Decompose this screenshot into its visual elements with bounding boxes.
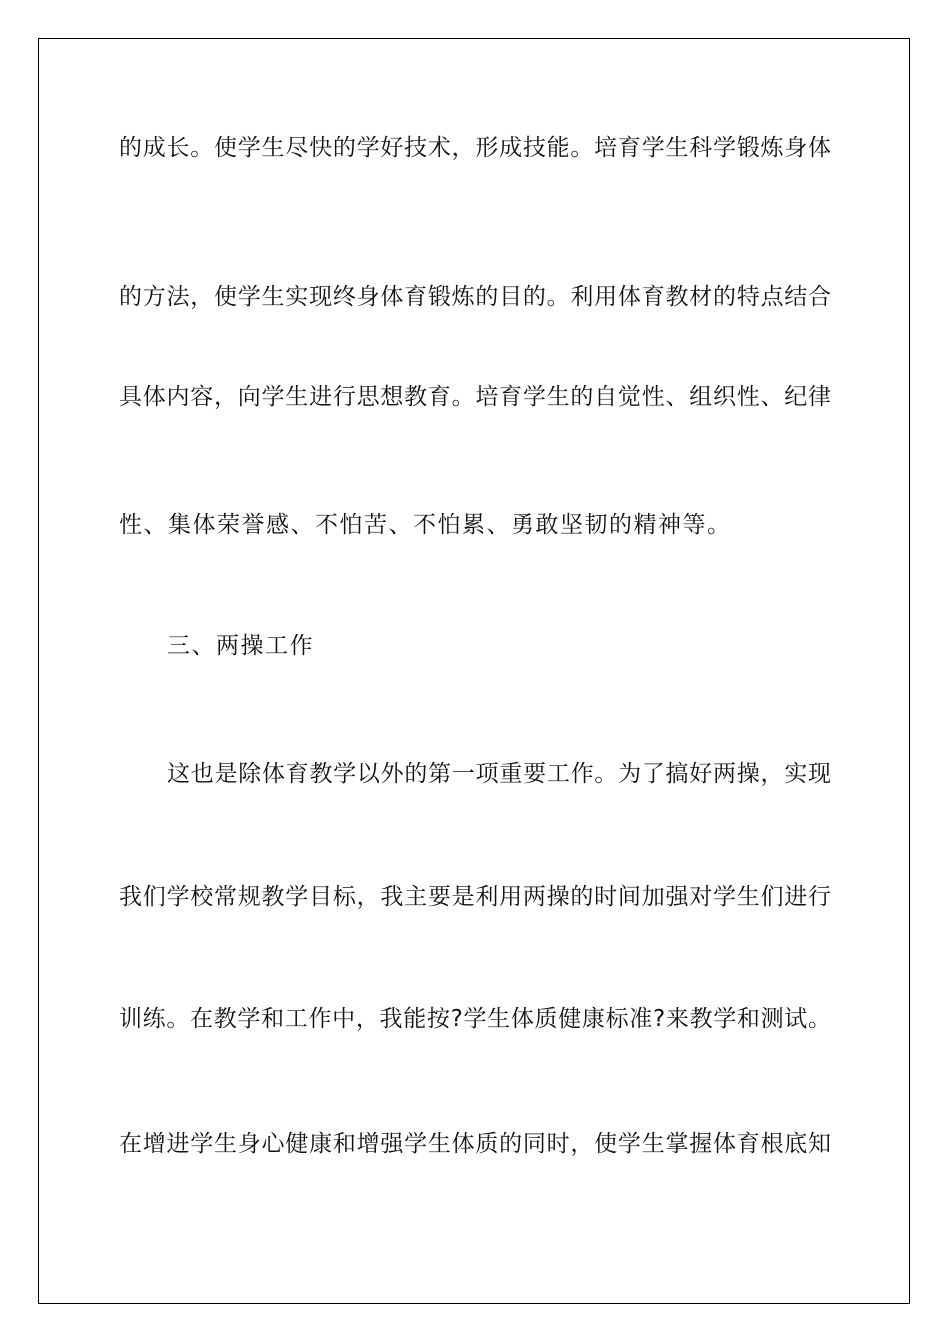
paragraph-line: 训练。在教学和工作中，我能按?学生体质健康标准?来教学和测试。 (119, 1006, 831, 1032)
section-heading: 三、两操工作 (167, 633, 314, 659)
paragraph-line: 具体内容，向学生进行思想教育。培育学生的自觉性、组织性、纪律 (119, 384, 831, 410)
paragraph-line: 性、集体荣誉感、不怕苦、不怕累、勇敢坚韧的精神等。 (119, 512, 732, 538)
document-page (38, 38, 910, 1304)
paragraph-line: 我们学校常规教学目标，我主要是利用两操的时间加强对学生们进行 (119, 884, 831, 910)
paragraph-line: 这也是除体育教学以外的第一项重要工作。为了搞好两操，实现 (167, 761, 831, 787)
paragraph-line: 的成长。使学生尽快的学好技术，形成技能。培育学生科学锻炼身体 (119, 135, 831, 161)
paragraph-line: 在增进学生身心健康和增强学生体质的同时，使学生掌握体育根底知 (119, 1131, 831, 1157)
paragraph-line: 的方法，使学生实现终身体育锻炼的目的。利用体育教材的特点结合 (119, 284, 831, 310)
